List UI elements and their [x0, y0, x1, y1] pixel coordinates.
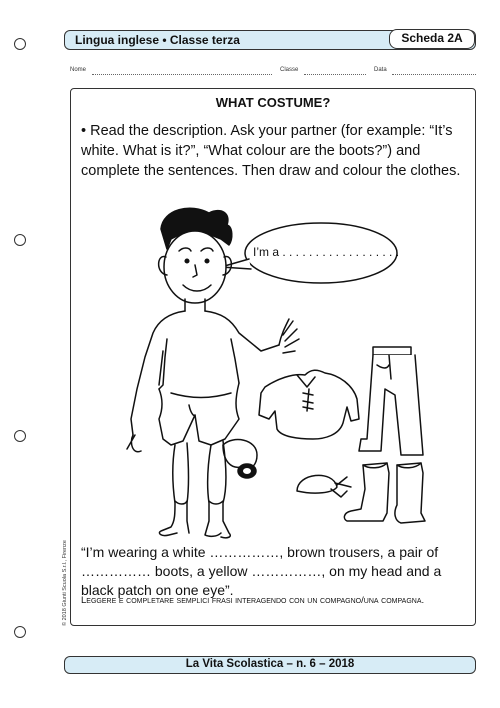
instruction-text: • Read the description. Ask your partner (for example: “It’s white. What is it?”, “What colour are the boots?”) and complete the sentences. Then draw and colour the clothes. [81, 123, 461, 179]
punch-hole-1 [14, 38, 26, 50]
footer-bar [64, 656, 476, 674]
exercise-card [70, 88, 476, 626]
footer-text: La Vita Scolastica – n. 6 – 2018 [185, 658, 355, 670]
completion-text: “I’m wearing a white ……………, brown trousers, a pair of …………… boots, a yellow ……………, on my head and a black patch on one eye”. [81, 544, 442, 598]
eye-patch-drawing [223, 440, 257, 478]
punch-hole-3 [14, 430, 26, 442]
date-label: Data [374, 67, 387, 73]
name-label: Nome [70, 67, 87, 73]
punch-hole-2 [14, 234, 26, 246]
boots-drawing [344, 463, 425, 523]
header-bar [64, 30, 476, 50]
exercise-title: WHAT COSTUME? [215, 95, 331, 110]
bandana-drawing [297, 475, 351, 497]
class-label: Classe [280, 67, 299, 73]
teacher-note: Leggere e completare semplici frasi interagendo con un compagno/una compagna. [81, 595, 425, 606]
trousers-drawing [359, 347, 423, 455]
class-line [304, 74, 366, 75]
worksheet-label: Scheda 2A [389, 29, 475, 49]
shirt-drawing [259, 370, 359, 439]
name-line [92, 74, 272, 75]
copyright-text: © 2018 Giunti Scuola S.r.l., Firenze [62, 540, 68, 626]
date-line [392, 74, 476, 75]
subject-label: Lingua inglese • Classe terza [75, 33, 240, 47]
speech-text: I’m a . . . . . . . . . . . . . . . . . . [253, 245, 400, 259]
punch-hole-4 [14, 626, 26, 638]
